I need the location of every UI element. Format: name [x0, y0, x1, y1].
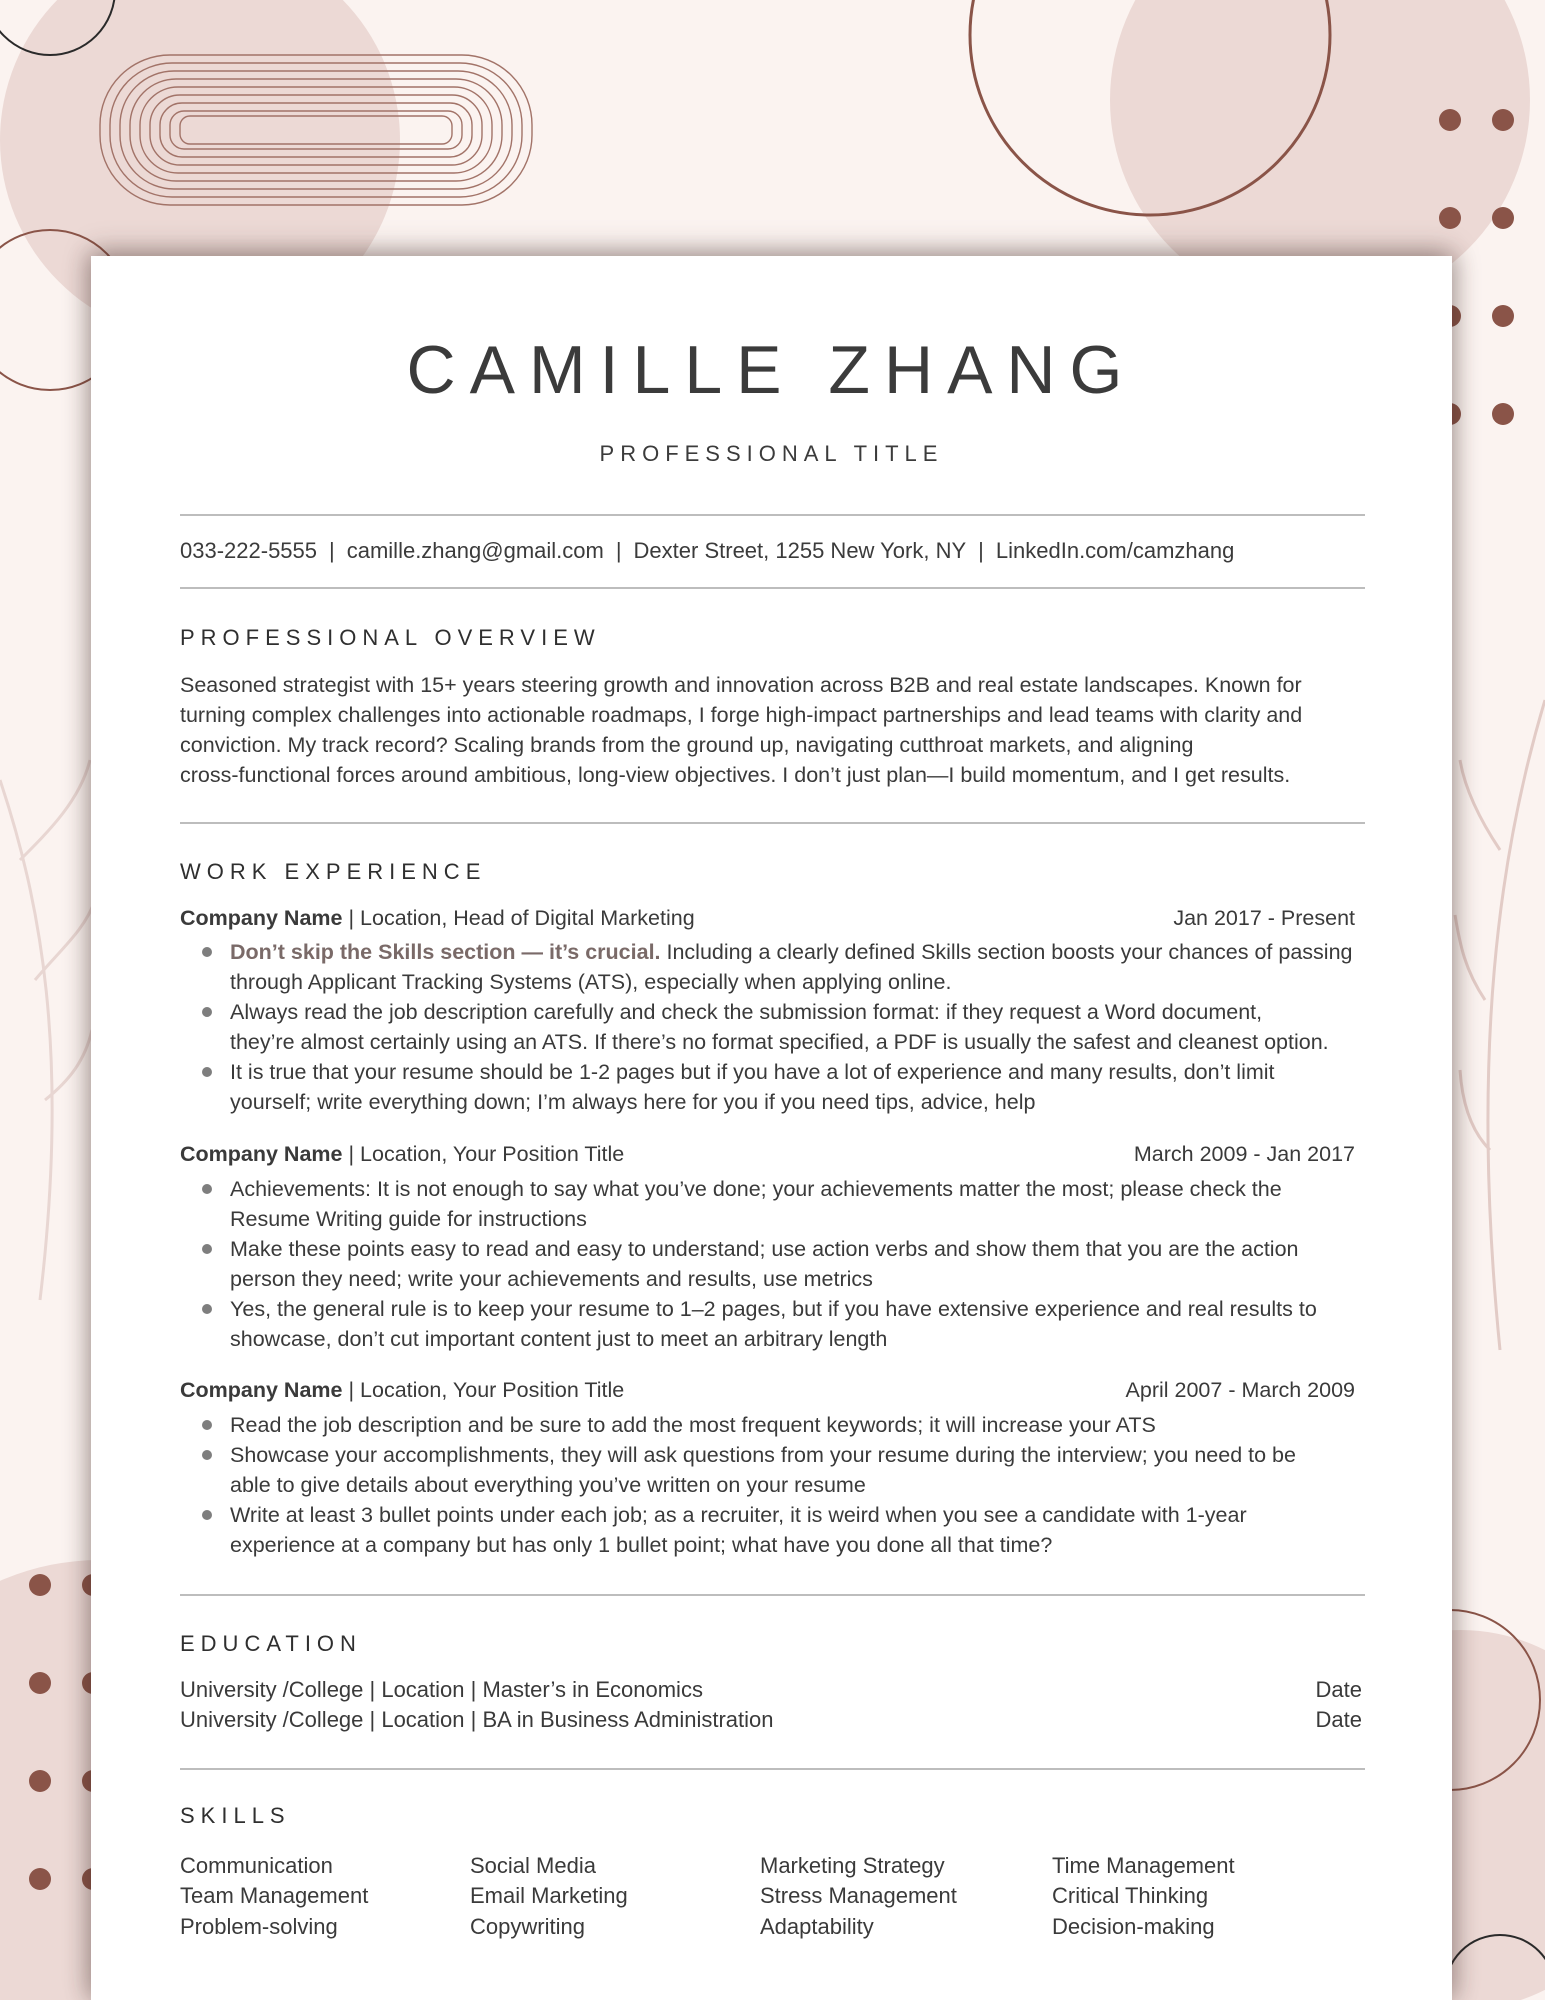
skill-item: Copywriting: [470, 1914, 585, 1939]
list-item: [180, 1294, 1375, 1354]
job-header: [180, 1378, 1355, 1403]
bullet-icon: [202, 1184, 212, 1194]
bullet-icon: [202, 947, 212, 957]
bullet-text: Always read the job description carefully and check the submission format: if they request a Word document,: [230, 1000, 1263, 1024]
skill-item: Decision-making: [1052, 1914, 1215, 1939]
skill-item: Time Management: [1052, 1853, 1235, 1878]
list-item: [180, 1057, 1375, 1117]
section-heading-skills: SKILLS: [180, 1803, 291, 1828]
skill-item: Adaptability: [760, 1914, 874, 1939]
street-address: Dexter Street, 1255 New York, NY: [633, 538, 967, 563]
skill-item: Email Marketing: [470, 1883, 628, 1908]
education-text: University /College | Location | BA in Business Administration: [180, 1707, 774, 1732]
education-row: [180, 1707, 1362, 1733]
leaf-branch-right: [1455, 700, 1545, 1350]
separator: |: [978, 538, 984, 563]
bullet-text: Yes, the general rule is to keep your resume to 1–2 pages, but if you have extensive experience and real results to: [230, 1297, 1317, 1321]
job-header: [180, 1142, 1355, 1167]
professional-title: PROFESSIONAL TITLE: [599, 441, 944, 466]
bullet-text: Achievements: It is not enough to say what you’ve done; your achievements matter the most; please check the: [230, 1177, 1282, 1201]
bullet-icon: [202, 1420, 212, 1430]
bullet-text: Resume Writing guide for instructions: [230, 1207, 587, 1231]
company-name: Company Name: [180, 1378, 343, 1402]
company-name: Company Name: [180, 1142, 343, 1166]
overview-line: Seasoned strategist with 15+ years steering growth and innovation across B2B and real estate landscapes. Known for: [180, 673, 1302, 697]
bullet-icon: [202, 1007, 212, 1017]
skill-item: Social Media: [470, 1853, 596, 1878]
divider: [180, 587, 1365, 589]
job-date: April 2007 - March 2009: [1125, 1378, 1355, 1402]
bullet-text: they’re almost certainly using an ATS. If there’s no format specified, a PDF is usually the safest and cleanest option.: [230, 1030, 1329, 1054]
divider: [180, 1768, 1365, 1770]
education-text: University /College | Location | Master’s in Economics: [180, 1677, 703, 1702]
section-heading-education: EDUCATION: [180, 1631, 362, 1656]
list-item: [180, 1174, 1375, 1234]
email-address[interactable]: camille.zhang@gmail.com: [346, 538, 604, 563]
overview-line: turning complex challenges into actionable roadmaps, I forge high-impact partnerships and lead teams with clarity and: [180, 703, 1303, 727]
bullet-text: It is true that your resume should be 1-2 pages but if you have a lot of experience and many results, don’t limit: [230, 1060, 1275, 1084]
divider: [180, 1594, 1365, 1596]
job-details: | Location, Your Position Title: [342, 1378, 625, 1402]
overview-line: conviction. My track record? Scaling brands from the ground up, navigating cutthroat markets, and aligning: [180, 733, 1194, 757]
company-name: Company Name: [180, 906, 343, 930]
list-item: [180, 997, 1375, 1057]
bullet-text: Write at least 3 bullet points under each job; as a recruiter, it is weird when you see a candidate with 1-year: [230, 1503, 1247, 1527]
bullet-icon: [202, 1067, 212, 1077]
job-details: | Location, Your Position Title: [342, 1142, 625, 1166]
candidate-name: CAMILLE ZHANG: [406, 332, 1137, 408]
section-heading-work: WORK EXPERIENCE: [180, 859, 487, 884]
education-date: Date: [1315, 1707, 1362, 1732]
skill-item: Critical Thinking: [1052, 1883, 1209, 1908]
job-date: Jan 2017 - Present: [1173, 906, 1355, 930]
resume-page: [91, 256, 1452, 2000]
phone-number: 033-222-5555: [180, 538, 318, 563]
linkedin-link[interactable]: LinkedIn.com/camzhang: [995, 538, 1235, 563]
bullet-text: able to give details about everything you’ve written on your resume: [230, 1473, 866, 1497]
education-date: Date: [1315, 1677, 1362, 1702]
bullet-text: Read the job description and be sure to add the most frequent keywords; it will increase your ATS: [230, 1413, 1156, 1437]
bullet-highlight: Don’t skip the Skills section — it’s crucial.: [230, 940, 661, 964]
leaf-branch-left: [0, 760, 95, 1300]
list-item: [180, 937, 1375, 997]
job-header: [180, 906, 1355, 931]
bullet-text: person they need; write your achievements and results, use metrics: [230, 1267, 873, 1291]
bullet-icon: [202, 1450, 212, 1460]
separator: |: [329, 538, 335, 563]
contact-line: [180, 538, 1234, 564]
job-bullets: [180, 1410, 1375, 1560]
list-item: [180, 1500, 1375, 1560]
education-row: [180, 1677, 1362, 1703]
bullet-text: experience at a company but has only 1 bullet point; what have you done all that time?: [230, 1533, 1053, 1557]
bullet-text: Including a clearly defined Skills section boosts your chances of passing: [660, 940, 1353, 964]
divider: [180, 514, 1365, 516]
job-details: | Location, Head of Digital Marketing: [342, 906, 695, 930]
separator: |: [615, 538, 622, 563]
bullet-text: Make these points easy to read and easy to understand; use action verbs and show them that you are the action: [230, 1237, 1299, 1261]
bullet-icon: [202, 1510, 212, 1520]
skill-item: Marketing Strategy: [760, 1853, 945, 1878]
bullet-text: showcase, don’t cut important content just to meet an arbitrary length: [230, 1327, 888, 1351]
bullet-text: yourself; write everything down; I’m always here for you if you need tips, advice, help: [230, 1090, 1036, 1114]
list-item: [180, 1234, 1375, 1294]
bullet-icon: [202, 1244, 212, 1254]
bullet-icon: [202, 1304, 212, 1314]
job-date: March 2009 - Jan 2017: [1133, 1142, 1355, 1166]
skill-item: Communication: [180, 1853, 333, 1878]
section-heading-overview: PROFESSIONAL OVERVIEW: [180, 625, 601, 650]
skill-item: Stress Management: [760, 1883, 957, 1908]
overview-paragraph: [180, 670, 1370, 790]
overview-line: cross-functional forces around ambitious, long-view objectives. I don’t just plan—I build momentum, and I get results.: [180, 763, 1291, 787]
skill-item: Problem-solving: [180, 1914, 338, 1939]
list-item: [180, 1410, 1375, 1440]
bullet-text: through Applicant Tracking Systems (ATS), especially when applying online.: [230, 970, 952, 994]
list-item: [180, 1440, 1375, 1500]
skill-item: Team Management: [180, 1883, 369, 1908]
divider: [180, 822, 1365, 824]
job-bullets: [180, 1174, 1375, 1354]
bullet-text: Showcase your accomplishments, they will ask questions from your resume during the interview; you need to be: [230, 1443, 1296, 1467]
job-bullets: [180, 937, 1375, 1117]
